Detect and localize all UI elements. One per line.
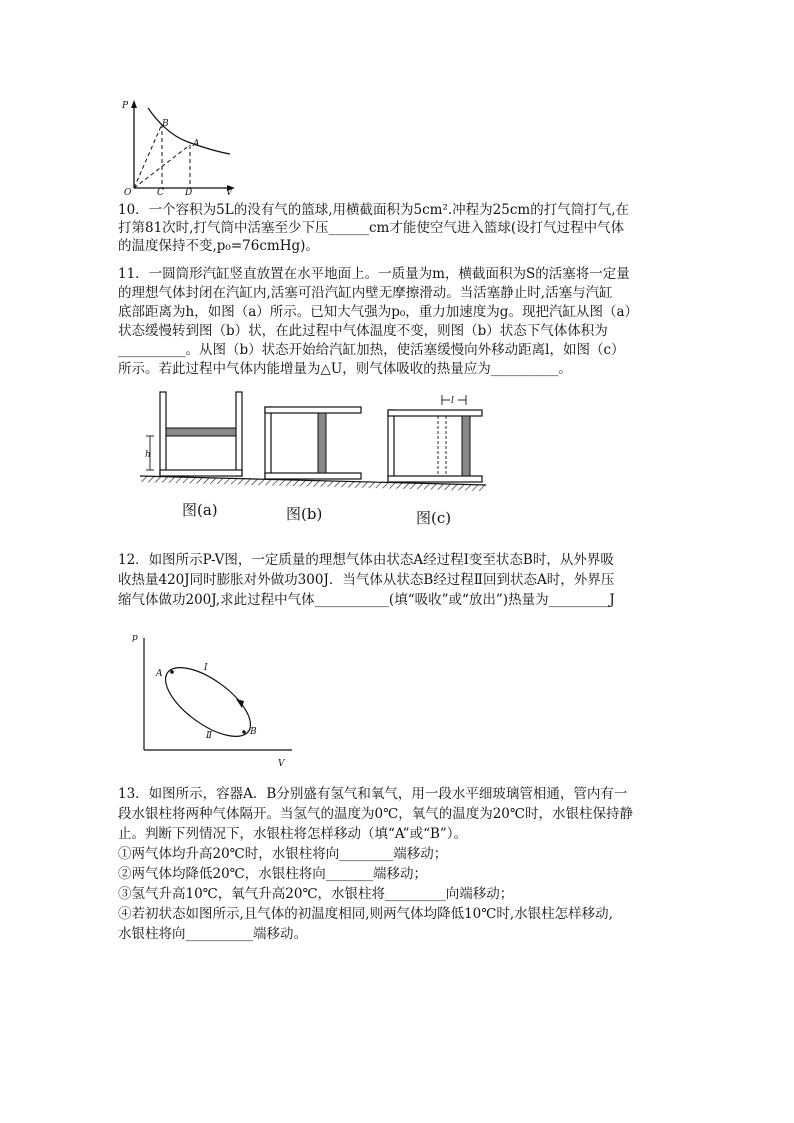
pv-graph-figure-1 bbox=[118, 96, 248, 196]
q13-line-3: 止。判断下列情况下，水银柱将怎样移动（填“A”或“B”）。 bbox=[118, 826, 468, 842]
point-a-dot bbox=[170, 670, 174, 674]
fig-label-b: 图(b) bbox=[286, 505, 323, 523]
p-axis-arrow bbox=[131, 100, 137, 108]
tick-label-c: C bbox=[157, 188, 164, 198]
dashed-ob bbox=[134, 124, 162, 188]
label-h: h bbox=[145, 450, 151, 460]
cylinder-figures bbox=[136, 388, 496, 528]
isotherm-curve bbox=[148, 108, 230, 154]
q13-item-3: ③氢气升高10℃，氧气升高20℃，水银柱将_________向端移动； bbox=[118, 886, 514, 902]
q11-line-1: 11．一圆筒形汽缸竖直放置在水平地面上。一质量为m，横截面积为S的活塞将一定量 bbox=[118, 266, 630, 282]
q12-line-2: 收热量420J同时膨胀对外做功300J．当气体从状态B经过程Ⅱ回到状态A时，外界压 bbox=[118, 572, 615, 588]
cylinder-c bbox=[388, 395, 482, 482]
origin-label: O bbox=[124, 188, 132, 198]
q13-item-1: ①两气体均升高20℃时，水银柱将向________端移动； bbox=[118, 846, 448, 862]
pv-cycle-figure bbox=[132, 628, 302, 768]
piston-a bbox=[166, 428, 236, 436]
process-label-2: Ⅱ bbox=[206, 731, 213, 741]
label-l: l bbox=[451, 396, 454, 406]
point-label-b: B bbox=[250, 727, 257, 737]
fig-label-a: 图(a) bbox=[182, 501, 218, 519]
q11-line-4: 状态缓慢转到图（b）状，在此过程中气体温度不变，则图（b）状态下气体体积为 bbox=[118, 323, 608, 339]
q13-item-4: ④若初状态如图所示,且气体的初温度相同,则两气体均降低10℃时,水银柱怎样移动, bbox=[118, 906, 613, 922]
axis-label-p: P bbox=[122, 101, 129, 111]
axis-label-p: p bbox=[132, 633, 138, 643]
cylinder-a bbox=[145, 392, 242, 476]
q13-item-2: ②两气体均降低20℃，水银柱将向_______端移动； bbox=[118, 866, 428, 882]
q13-line-2: 段水银柱将两种气体隔开。当氢气的温度为0℃，氧气的温度为20℃时，水银柱保持静 bbox=[118, 806, 633, 822]
cylinder-b bbox=[265, 407, 361, 479]
point-label-a: A bbox=[193, 139, 200, 149]
q10-line-3: 的温度保持不变,p₀=76cmHg)。 bbox=[118, 238, 319, 254]
q10-line-1: 10．一个容积为5L的没有气的篮球,用横截面积为5cm².冲程为25cm的打气筒打气,在 bbox=[118, 202, 630, 218]
q10-line-2: 打第81次时,打气筒中活塞至少下压______cm才能使空气进入篮球(设打气过程中气体 bbox=[118, 220, 625, 236]
q11-line-2: 的理想气体封闭在汽缸内,活塞可沿汽缸内壁无摩擦滑动。当活塞静止时,活塞与汽缸 bbox=[118, 285, 613, 301]
piston-b bbox=[318, 413, 326, 473]
q13-item-4-cont: 水银柱将向__________端移动。 bbox=[118, 926, 307, 942]
tick-label-d: D bbox=[185, 188, 193, 198]
axis-label-v: V bbox=[278, 759, 285, 769]
q11-line-5: __________。从图（b）状态开始给汽缸加热，使活塞缓慢向外移动距离l，如图（c） bbox=[118, 342, 625, 358]
process-label-1: Ⅰ bbox=[204, 663, 208, 673]
q12-line-1: 12．如图所示P-V图，一定质量的理想气体由状态A经过程Ⅰ变至状态B时，从外界吸 bbox=[118, 552, 614, 568]
q11-line-6: 所示。若此过程中气体内能增量为△U，则气体吸收的热量应为__________。 bbox=[118, 361, 572, 377]
point-b-dot bbox=[242, 730, 246, 734]
piston-c bbox=[462, 416, 470, 476]
q12-line-3: 缩气体做功200J,求此过程中气体___________(填“吸收”或“放出”)热量为_________J bbox=[118, 592, 615, 608]
q13-line-1: 13．如图所示，容器A．B分别盛有氢气和氧气，用一段水平细玻璃管相通，管内有一 bbox=[118, 786, 628, 802]
fig-label-c: 图(c) bbox=[416, 509, 452, 527]
axis-label-v: V bbox=[226, 188, 233, 198]
point-label-b: B bbox=[162, 119, 169, 129]
q11-line-3: 底部距离为h，如图（a）所示。已知大气强为p₀，重力加速度为g。现把汽缸从图（a） bbox=[118, 304, 638, 320]
point-label-a: A bbox=[156, 669, 163, 679]
